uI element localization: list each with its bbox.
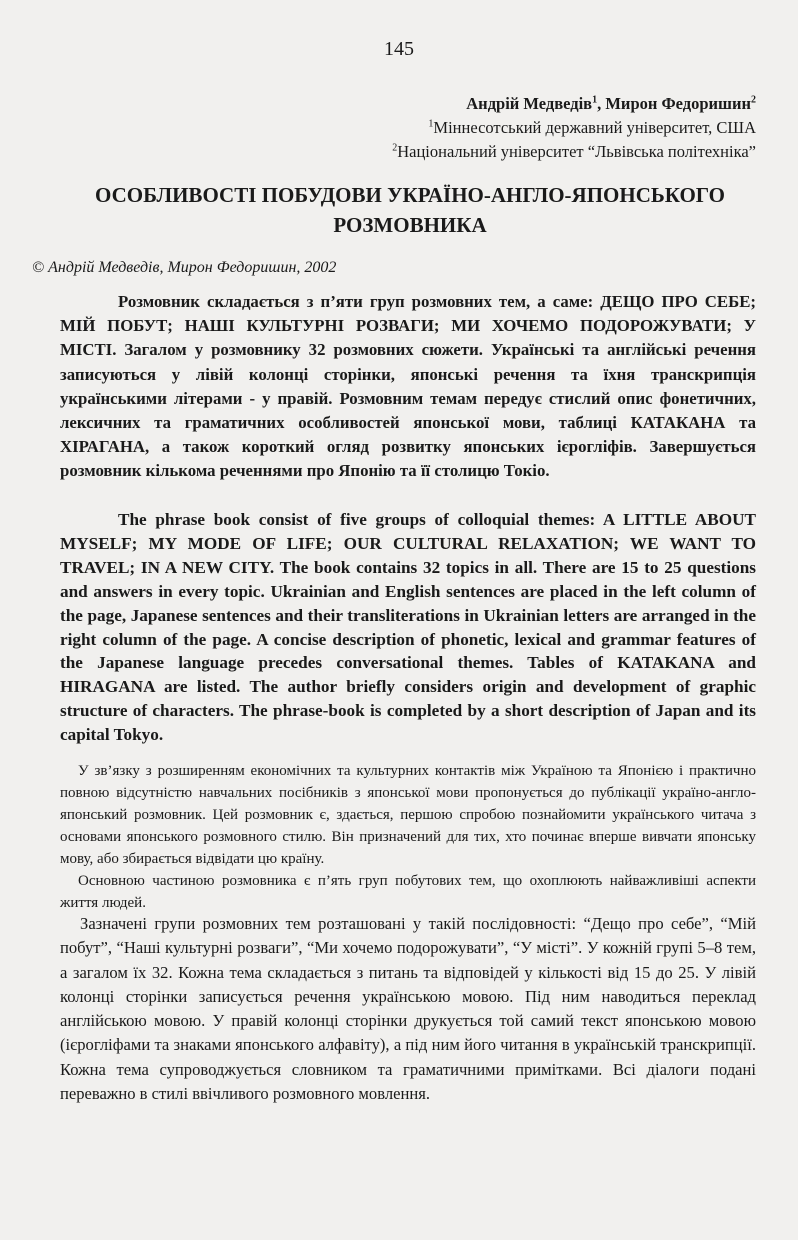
affiliation-1 — [392, 116, 756, 140]
affiliation-2 — [392, 140, 756, 164]
author-separator: , — [597, 94, 606, 113]
author-names — [392, 92, 756, 116]
body-paragraph-2: Основною частиною розмовника є п’ять груп побутових тем, що охоплюють найважливіші аспекти життя людей. — [60, 873, 756, 911]
author-name-1: Андрій Медведів — [466, 94, 593, 113]
author-name-2: Мирон Федоришин — [605, 94, 751, 113]
abstract-english: The phrase book consist of five groups of colloquial themes: A LITTLE ABOUT MYSELF; MY MODE OF LIFE; OUR CULTURAL RELAXATION; WE WANT TO TRAVEL; IN A NEW CITY. The book contains 32 topics in all. There are 15 to 25 questions and answers in every topic. Ukrainian and English sentences are placed in the left column of the page, Japanese sentences and their transliterations in Ukrainian letters are arranged in the right column of the page. A concise description of phonetic, lexical and grammar features of the Japanese language precedes conversational themes. Tables of KATAKANA and HIRAGANA are listed. The author briefly considers origin and development of graphic structure of characters. The phrase-book is completed by a short description of Japan and its capital Tokyo. — [60, 510, 756, 745]
affiliation-2-sup: 2 — [392, 142, 398, 154]
abstract-ukrainian: Розмовник складається з п’яти груп розмовних тем, а саме: ДЕЩО ПРО СЕБЕ; МІЙ ПОБУТ; НАШІ КУЛЬТУРНІ РОЗВАГИ; МИ ХОЧЕМО ПОДОРОЖУВАТИ; У МІСТІ. Загалом у розмовнику 32 розмовних сюжети. Українські та англійські речення записуються у лівій колонці сторінки, японські речення та їхня транскрипція українськими літерами - у правій. Розмовним темам передує стислий опис фонетичних, лексичних та граматичних особливостей японської мови, таблиці КАТАКАНА та ХІРАГАНА, а також короткий огляд розвитку японських ієрогліфів. Завершується розмовник кількома реченнями про Японію та її столицю Токіо. — [60, 292, 756, 481]
article-title — [60, 180, 760, 240]
affiliation-2-text: Національний університет “Львівська політехніка” — [397, 142, 756, 161]
body-paragraph-3: Зазначені групи розмовних тем розташовані у такій послідовності: “Дещо про себе”, “Мій побут”, “Наші культурні розваги”, “Ми хочемо подорожувати”, “У місті”. У кожній групі 5–8 тем, а загалом їх 32. Кожна тема складається з питань та відповідей у кількості від 15 до 25. У лівій колонці сторінки записується речення українською мовою. Під ним наводиться переклад англійською мовою. У правій колонці сторінки друкується той самий текст японською мовою (ієрогліфами та знаками японського алфавіту), а під ним його читання в українській транскрипції. Кожна тема супроводжується словником та граматичними примітками. Всі діалоги подані переважно в стилі ввічливого розмовного мовлення. — [60, 914, 756, 1104]
author-sup-1: 1 — [592, 94, 598, 106]
title-line-2: РОЗМОВНИКА — [333, 213, 487, 237]
page-number: 145 — [384, 38, 414, 60]
author-block — [392, 92, 756, 164]
copyright-line: © Андрій Медведів, Мирон Федоришин, 2002 — [32, 259, 337, 276]
affiliation-1-text: Міннесотський державний університет, США — [433, 118, 756, 137]
author-sup-2: 2 — [751, 94, 756, 106]
affiliation-1-sup: 1 — [428, 118, 434, 130]
body-paragraph-1: У зв’язку з розширенням економічних та культурних контактів між Україною та Японією і практично повною відсутністю навчальних посібників з японської мови пропонується до публікації українo-англо-японський розмовник. Цей розмовник є, здається, першою спробою познайомити українського читача з основами японського розмовного стилю. Він призначений для тих, хто починає вперше вивчати японську мову, або збирається відвідати цю країну. — [60, 763, 756, 867]
title-line-1: ОСОБЛИВОСТІ ПОБУДОВИ УКРАЇНО-АНГЛО-ЯПОНСЬКОГО — [95, 183, 725, 207]
